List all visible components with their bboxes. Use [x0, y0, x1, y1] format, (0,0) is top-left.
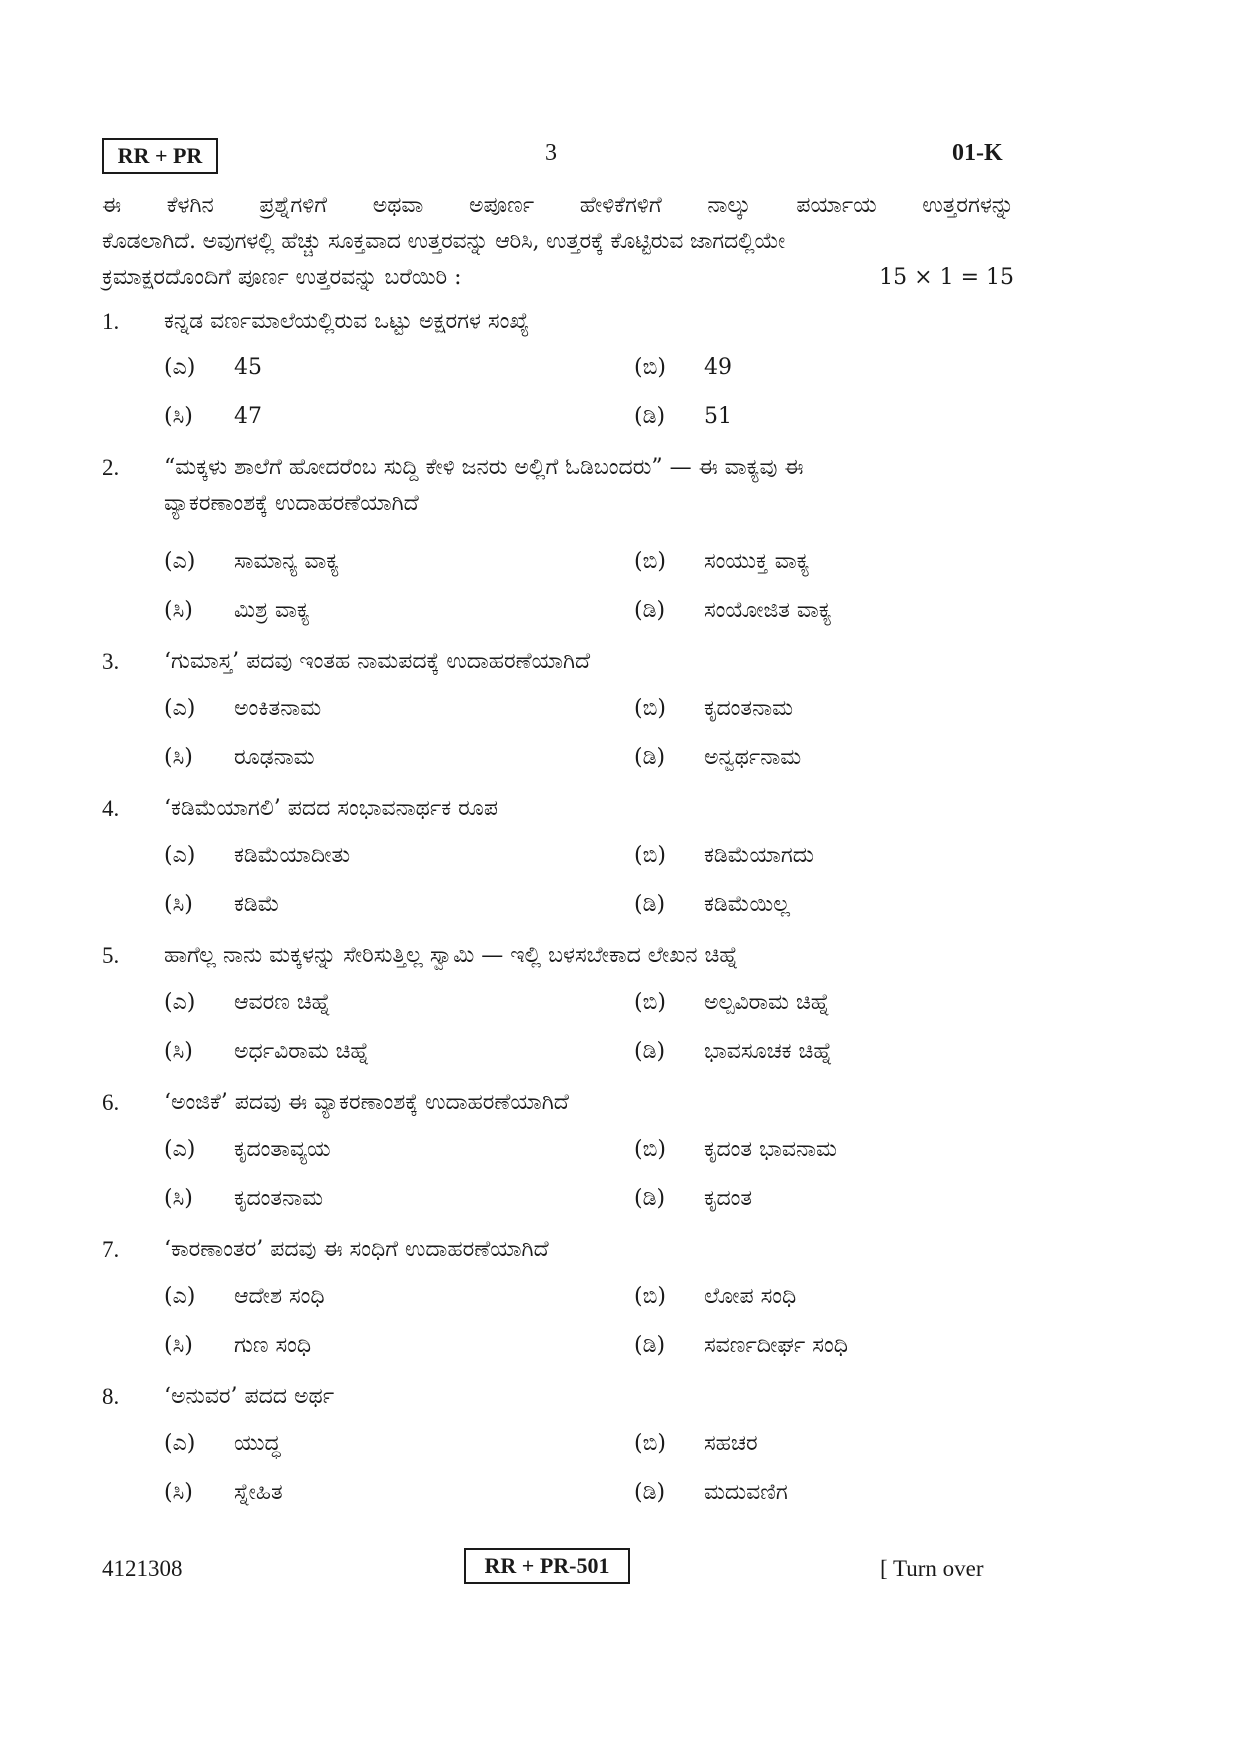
option-d: [634, 1330, 848, 1362]
question-number: 2.: [102, 455, 120, 480]
option-label: (ಬಿ): [634, 696, 666, 721]
option-text: ಕೃದಂತಾವ್ಯಯ: [234, 1137, 331, 1162]
instruction-line-3: [102, 260, 1014, 296]
instructions: [102, 188, 1014, 296]
option-label: (ಬಿ): [634, 1284, 666, 1309]
option-label: (ಸಿ): [164, 598, 193, 623]
option-label: (ಡಿ): [634, 598, 666, 623]
option-label: (ಎ): [164, 1284, 196, 1309]
option-text: ಸವರ್ಣದೀರ್ಘ ಸಂಧಿ: [704, 1333, 848, 1358]
option-label: (ಸಿ): [164, 404, 193, 429]
option-b: [634, 1428, 758, 1460]
option-text: ಸಹಚರ: [704, 1431, 758, 1456]
option-d: [634, 742, 801, 774]
option-text: 45: [234, 355, 262, 380]
option-label: (ಎ): [164, 355, 196, 380]
option-label: (ಬಿ): [634, 549, 666, 574]
header-series-box: RR + PR: [102, 138, 218, 174]
option-text: ಕೃದಂತನಾಮ: [704, 696, 794, 721]
question-number: 3.: [102, 649, 120, 674]
option-text: ಅಂಕಿತನಾಮ: [234, 696, 322, 721]
option-d: [634, 401, 732, 433]
option-a: [164, 987, 331, 1019]
option-text: ಮದುವಣಿಗ: [704, 1480, 788, 1505]
question-number: 1.: [102, 309, 120, 334]
question-text: “ಮಕ್ಕಳು ಶಾಲೆಗೆ ಹೋದರೆಂಬ ಸುದ್ದಿ ಕೇಳಿ ಜನರು ಅಲ್ಲಿಗೆ ಓಡಿಬಂದರು” — ಈ ವಾಕ್ಯವು ಈ: [164, 455, 804, 480]
instruction-line-2: ಕೊಡಲಾಗಿದೆ. ಅವುಗಳಲ್ಲಿ ಹೆಚ್ಚು ಸೂಕ್ತವಾದ ಉತ್ತರವನ್ನು ಆರಿಸಿ, ಉತ್ತರಕ್ಕೆ ಕೊಟ್ಟಿರುವ ಜಾಗದಲ್ಲಿಯೇ: [102, 229, 786, 254]
marks-allocation: 15 × 1 = 15: [879, 265, 1014, 290]
option-text: ಆವರಣ ಚಿಹ್ನೆ: [234, 990, 331, 1015]
option-c: [164, 742, 315, 774]
option-text: ಕಡಿಮೆಯಾಗದು: [704, 843, 815, 868]
option-c: [164, 1330, 311, 1362]
option-text: ಅನ್ವರ್ಥನಾಮ: [704, 745, 802, 770]
option-label: (ಬಿ): [634, 355, 666, 380]
option-label: (ಎ): [164, 990, 196, 1015]
option-label: (ಡಿ): [634, 1480, 666, 1505]
option-a: [164, 1428, 281, 1460]
option-b: [634, 693, 793, 725]
option-text: ಯುದ್ಧ: [234, 1431, 281, 1456]
option-c: [164, 401, 262, 433]
instruction-line-1: ಈ ಕೆಳಗಿನ ಪ್ರಶ್ನೆಗಳಿಗೆ ಅಥವಾ ಅಪೂರ್ಣ ಹೇಳಿಕೆಗಳಿಗೆ ನಾಲ್ಕು ಪರ್ಯಾಯ ಉತ್ತರಗಳನ್ನು: [102, 193, 1014, 218]
option-b: [634, 1281, 796, 1313]
option-label: (ಎ): [164, 1431, 196, 1456]
option-text: ಲೋಪ ಸಂಧಿ: [704, 1284, 797, 1309]
option-b: [634, 840, 814, 872]
question-3: [102, 644, 1014, 680]
option-label: (ಬಿ): [634, 990, 666, 1015]
question-2: [102, 450, 1014, 522]
option-label: (ಡಿ): [634, 892, 666, 917]
option-a: [164, 546, 339, 578]
option-text: 47: [234, 404, 262, 429]
question-text: ‘ಕಾರಣಾಂತರ’ ಪದವು ಈ ಸಂಧಿಗೆ ಉದಾಹರಣೆಯಾಗಿದೆ: [164, 1237, 549, 1262]
option-label: (ಸಿ): [164, 1039, 193, 1064]
option-label: (ಬಿ): [634, 843, 666, 868]
question-1: [102, 304, 1014, 340]
option-label: (ಡಿ): [634, 1186, 666, 1211]
option-text: 49: [704, 355, 732, 380]
option-a: [164, 840, 350, 872]
option-label: (ಬಿ): [634, 1431, 666, 1456]
option-text: ಕಡಿಮೆಯಾದೀತು: [234, 843, 351, 868]
option-b: [634, 987, 830, 1019]
question-text-continued: ವ್ಯಾಕರಣಾಂಶಕ್ಕೆ ಉದಾಹರಣೆಯಾಗಿದೆ: [164, 491, 419, 516]
option-label: (ಎ): [164, 549, 196, 574]
instruction-line-3-text: ಕ್ರಮಾಕ್ಷರದೊಂದಿಗೆ ಪೂರ್ಣ ಉತ್ತರವನ್ನು ಬರೆಯಿರಿ :: [102, 265, 462, 290]
turn-over-note: [ Turn over: [880, 1556, 984, 1581]
option-text: ಗುಣ ಸಂಧಿ: [234, 1333, 312, 1358]
option-text: ಕೃದಂತನಾಮ: [234, 1186, 324, 1211]
question-5: [102, 938, 1014, 974]
option-d: [634, 889, 790, 921]
option-b: [634, 352, 732, 384]
option-c: [164, 1183, 323, 1215]
question-8: [102, 1379, 1014, 1415]
option-label: (ಡಿ): [634, 1333, 666, 1358]
option-label: (ಸಿ): [164, 1480, 193, 1505]
question-text: ‘ಅಂಜಿಕೆ’ ಪದವು ಈ ವ್ಯಾಕರಣಾಂಶಕ್ಕೆ ಉದಾಹರಣೆಯಾಗಿದೆ: [164, 1090, 569, 1115]
option-text: 51: [704, 404, 732, 429]
option-d: [634, 595, 832, 627]
question-text: ಹಾಗೆಲ್ಲ ನಾನು ಮಕ್ಕಳನ್ನು ಸೇರಿಸುತ್ತಿಲ್ಲ ಸ್ವಾಮಿ — ಇಲ್ಲಿ ಬಳಸಬೇಕಾದ ಲೇಖನ ಚಿಹ್ನೆ: [164, 943, 739, 968]
serial-number: 4121308: [102, 1556, 183, 1581]
option-d: [634, 1477, 788, 1509]
option-c: [164, 1036, 370, 1068]
option-text: ಕಡಿಮೆ: [234, 892, 280, 917]
option-b: [634, 1134, 837, 1166]
page-number: 3: [545, 140, 557, 166]
option-text: ಆದೇಶ ಸಂಧಿ: [234, 1284, 325, 1309]
option-b: [634, 546, 810, 578]
question-4: [102, 791, 1014, 827]
option-text: ಸಂಯುಕ್ತ ವಾಕ್ಯ: [704, 549, 810, 574]
option-text: ಸಂಯೋಜಿತ ವಾಕ್ಯ: [704, 598, 832, 623]
option-label: (ಸಿ): [164, 1186, 193, 1211]
question-number: 7.: [102, 1237, 120, 1262]
option-text: ಮಿಶ್ರ ವಾಕ್ಯ: [234, 598, 310, 623]
option-text: ಸ್ನೇಹಿತ: [234, 1480, 283, 1505]
option-text: ಕೃದಂತ ಭಾವನಾಮ: [704, 1137, 837, 1162]
question-text-block: [164, 450, 1014, 522]
option-a: [164, 352, 262, 384]
option-label: (ಎ): [164, 1137, 196, 1162]
option-label: (ಸಿ): [164, 1333, 193, 1358]
question-7: [102, 1232, 1014, 1268]
option-text: ಕಡಿಮೆಯಿಲ್ಲ: [704, 892, 791, 917]
option-c: [164, 595, 310, 627]
option-text: ರೂಢನಾಮ: [234, 745, 315, 770]
question-number: 4.: [102, 796, 120, 821]
option-label: (ಎ): [164, 696, 196, 721]
option-label: (ಡಿ): [634, 745, 666, 770]
option-text: ಕೃದಂತ: [704, 1186, 753, 1211]
question-text: ‘ಗುಮಾಸ್ತ’ ಪದವು ಇಂತಹ ನಾಮಪದಕ್ಕೆ ಉದಾಹರಣೆಯಾಗಿದೆ: [164, 649, 591, 674]
question-text: ‘ಕಡಿಮೆಯಾಗಲಿ’ ಪದದ ಸಂಭಾವನಾರ್ಥಕ ರೂಪ: [164, 796, 498, 821]
option-text: ಭಾವಸೂಚಕ ಚಿಹ್ನೆ: [704, 1039, 833, 1064]
option-d: [634, 1183, 752, 1215]
option-text: ಅಲ್ಪವಿರಾಮ ಚಿಹ್ನೆ: [704, 990, 830, 1015]
option-label: (ಬಿ): [634, 1137, 666, 1162]
option-label: (ಡಿ): [634, 404, 666, 429]
question-text: ‘ಅನುವರ’ ಪದದ ಅರ್ಥ: [164, 1384, 335, 1409]
question-number: 6.: [102, 1090, 120, 1115]
option-c: [164, 889, 280, 921]
option-a: [164, 1281, 325, 1313]
option-c: [164, 1477, 283, 1509]
option-text: ಸಾಮಾನ್ಯ ವಾಕ್ಯ: [234, 549, 340, 574]
option-label: (ಎ): [164, 843, 196, 868]
question-number: 8.: [102, 1384, 120, 1409]
option-label: (ಸಿ): [164, 892, 193, 917]
option-d: [634, 1036, 832, 1068]
option-label: (ಸಿ): [164, 745, 193, 770]
option-label: (ಡಿ): [634, 1039, 666, 1064]
question-text: ಕನ್ನಡ ವರ್ಣಮಾಲೆಯಲ್ಲಿರುವ ಒಟ್ಟು ಅಕ್ಷರಗಳ ಸಂಖ್ಯೆ: [164, 309, 530, 334]
option-a: [164, 1134, 331, 1166]
footer-series-box: RR + PR-501: [464, 1548, 630, 1584]
option-text: ಅರ್ಧವಿರಾಮ ಚಿಹ್ನೆ: [234, 1039, 370, 1064]
question-number: 5.: [102, 943, 120, 968]
question-6: [102, 1085, 1014, 1121]
option-a: [164, 693, 321, 725]
paper-code: 01-K: [952, 140, 1003, 166]
